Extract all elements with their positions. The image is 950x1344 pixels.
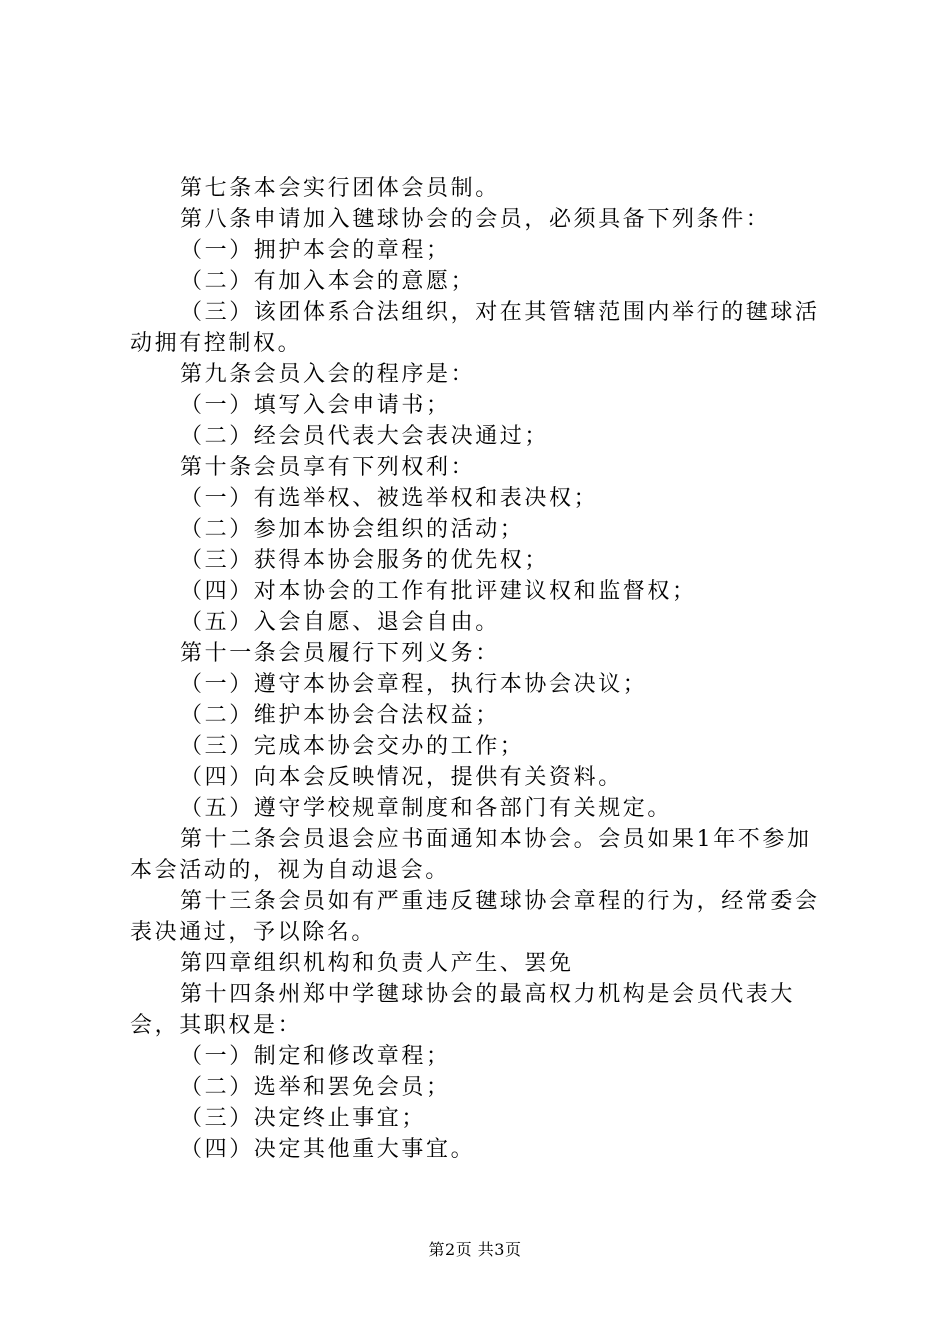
article-9-item-1: （一）填写入会申请书； [180,393,451,418]
article-11-item-4: （四）向本会反映情况，提供有关资料。 [180,765,623,790]
article-11-item-1: （一）遵守本协会章程，执行本协会决议； [180,672,648,697]
article-11-item-5: （五）遵守学校规章制度和各部门有关规定。 [180,796,673,821]
article-14: 第十四条州郑中学毽球协会的最高权力机构是会员代表大会，其职权是： [130,982,796,1038]
article-10-item-1: （一）有选举权、被选举权和表决权； [180,486,599,511]
article-14-item-4: （四）决定其他重大事宜。 [180,1137,476,1162]
article-7: 第七条本会实行团体会员制。 [180,176,500,201]
article-11-item-3: （三）完成本协会交办的工作； [180,734,525,759]
article-8-item-3: （三）该团体系合法组织，对在其管辖范围内举行的毽球活动拥有控制权。 [130,300,820,356]
chapter-4-heading: 第四章组织机构和负责人产生、罢免 [180,951,574,976]
article-11-item-2: （二）维护本协会合法权益； [180,703,500,728]
article-10-item-5: （五）入会自愿、退会自由。 [180,610,500,635]
article-9: 第九条会员入会的程序是： [180,362,476,387]
article-13: 第十三条会员如有严重违反毽球协会章程的行为，经常委会表决通过，予以除名。 [130,889,820,945]
article-8-item-2: （二）有加入本会的意愿； [180,269,476,294]
article-14-item-2: （二）选举和罢免会员； [180,1075,451,1100]
article-8: 第八条申请加入毽球协会的会员，必须具备下列条件： [180,207,771,232]
article-12: 第十二条会员退会应书面通知本协会。会员如果1年不参加本会活动的，视为自动退会。 [130,827,812,883]
article-10-item-4: （四）对本协会的工作有批评建议权和监督权； [180,579,697,604]
article-10: 第十条会员享有下列权利： [180,455,476,480]
article-11: 第十一条会员履行下列义务： [180,641,500,666]
article-14-item-3: （三）决定终止事宜； [180,1106,427,1131]
article-10-item-3: （三）获得本协会服务的优先权； [180,548,550,573]
document-body [130,173,830,1165]
page-footer: 第2页 共3页 [428,1240,522,1259]
article-8-item-1: （一）拥护本会的章程； [180,238,451,263]
article-9-item-2: （二）经会员代表大会表决通过； [180,424,550,449]
article-14-item-1: （一）制定和修改章程； [180,1044,451,1069]
article-10-item-2: （二）参加本协会组织的活动； [180,517,525,542]
